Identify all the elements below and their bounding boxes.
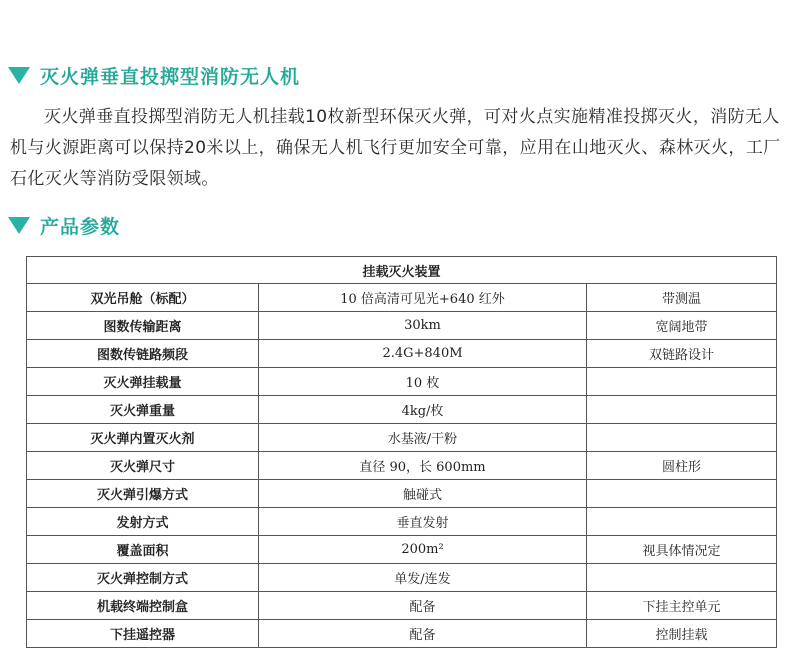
param-note-cell xyxy=(587,508,777,536)
param-note-cell xyxy=(587,424,777,452)
table-row xyxy=(27,536,777,564)
param-value-cell: 配备 xyxy=(259,620,587,648)
param-value-cell: 30km xyxy=(259,312,587,340)
intro-heading xyxy=(8,62,300,89)
table-row xyxy=(27,424,777,452)
param-value-cell: 直径 90，长 600mm xyxy=(259,452,587,480)
param-name-cell: 灭火弹内置灭火剂 xyxy=(27,424,259,452)
params-heading xyxy=(8,212,120,239)
table-row xyxy=(27,564,777,592)
param-note-cell: 下挂主控单元 xyxy=(587,592,777,620)
param-value-cell: 触碰式 xyxy=(259,480,587,508)
param-note-cell: 宽阔地带 xyxy=(587,312,777,340)
table-row xyxy=(27,480,777,508)
param-note-cell xyxy=(587,564,777,592)
param-note-cell: 双链路设计 xyxy=(587,340,777,368)
param-name-cell: 发射方式 xyxy=(27,508,259,536)
table-row xyxy=(27,396,777,424)
table-row xyxy=(27,340,777,368)
param-value-cell: 单发/连发 xyxy=(259,564,587,592)
triangle-down-icon xyxy=(8,217,30,234)
param-value-cell: 10 枚 xyxy=(259,368,587,396)
param-name-cell: 灭火弹重量 xyxy=(27,396,259,424)
table-header-row xyxy=(27,257,777,284)
param-name-cell: 灭火弹挂载量 xyxy=(27,368,259,396)
param-note-cell: 控制挂载 xyxy=(587,620,777,648)
param-name-cell: 灭火弹尺寸 xyxy=(27,452,259,480)
param-name-cell: 双光吊舱（标配） xyxy=(27,284,259,312)
param-note-cell: 带测温 xyxy=(587,284,777,312)
param-value-cell: 200m² xyxy=(259,536,587,564)
table-row xyxy=(27,452,777,480)
param-value-cell: 2.4G+840M xyxy=(259,340,587,368)
param-note-cell xyxy=(587,368,777,396)
param-name-cell: 覆盖面积 xyxy=(27,536,259,564)
table-row xyxy=(27,368,777,396)
param-name-cell: 图数传输距离 xyxy=(27,312,259,340)
table-row xyxy=(27,312,777,340)
table-row xyxy=(27,284,777,312)
param-value-cell: 配备 xyxy=(259,592,587,620)
spec-table-body xyxy=(27,284,777,648)
param-name-cell: 下挂遥控器 xyxy=(27,620,259,648)
table-row xyxy=(27,592,777,620)
param-note-cell xyxy=(587,396,777,424)
param-value-cell: 水基液/干粉 xyxy=(259,424,587,452)
table-row xyxy=(27,508,777,536)
param-value-cell: 垂直发射 xyxy=(259,508,587,536)
param-name-cell: 图数传链路频段 xyxy=(27,340,259,368)
intro-paragraph: 灭火弹垂直投掷型消防无人机挂载10枚新型环保灭火弹，可对火点实施精准投掷灭火，消防无人机与火源距离可以保持20米以上，确保无人机飞行更加安全可靠，应用在山地灭火、森林灭火，工厂石化灭火等消防受限领域。 xyxy=(10,107,781,189)
table-row xyxy=(27,620,777,648)
param-name-cell: 机载终端控制盒 xyxy=(27,592,259,620)
params-title: 产品参数 xyxy=(40,216,121,238)
param-note-cell: 圆柱形 xyxy=(587,452,777,480)
param-value-cell: 4kg/枚 xyxy=(259,396,587,424)
param-note-cell: 视具体情况定 xyxy=(587,536,777,564)
param-name-cell: 灭火弹控制方式 xyxy=(27,564,259,592)
param-value-cell: 10 倍高清可见光+640 红外 xyxy=(259,284,587,312)
param-note-cell xyxy=(587,480,777,508)
triangle-down-icon xyxy=(8,67,30,84)
table-header: 挂载灭火装置 xyxy=(27,257,777,284)
spec-table xyxy=(26,256,777,648)
intro-title: 灭火弹垂直投掷型消防无人机 xyxy=(40,66,301,88)
param-name-cell: 灭火弹引爆方式 xyxy=(27,480,259,508)
